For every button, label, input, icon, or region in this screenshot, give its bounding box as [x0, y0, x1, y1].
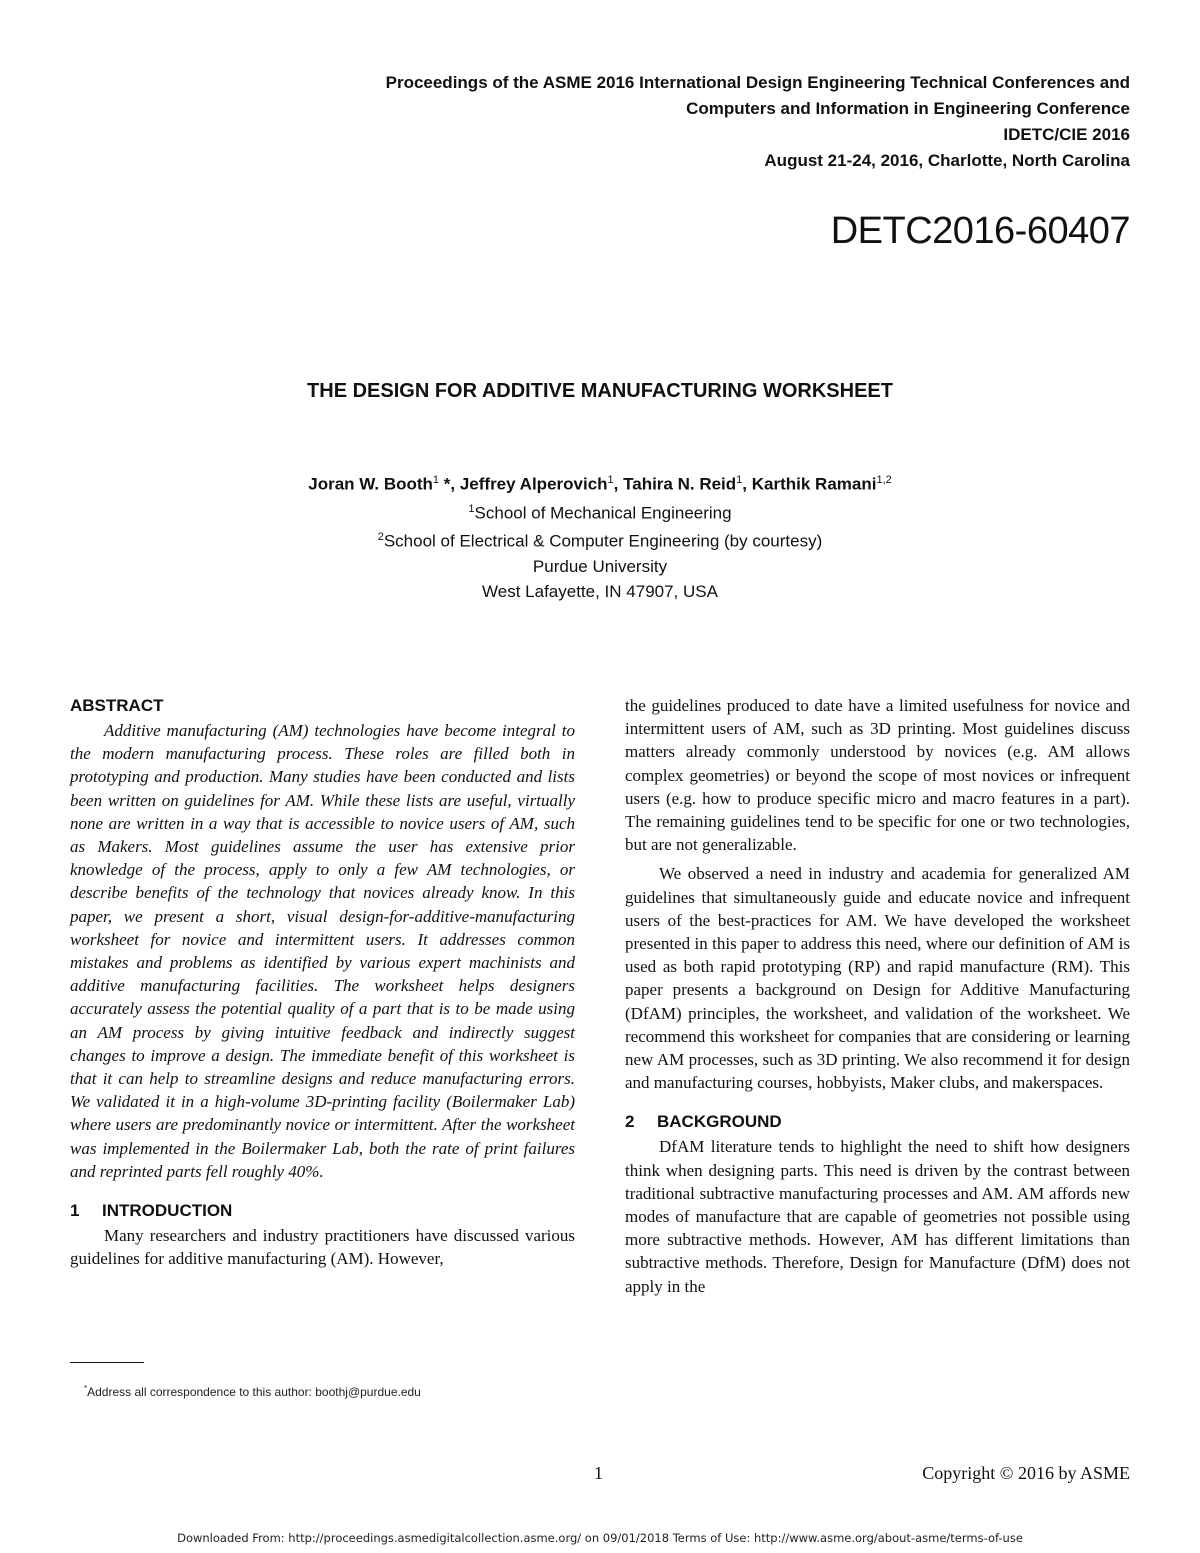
footnote-text: Address all correspondence to this author: boothj@purdue.edu [87, 1385, 421, 1399]
affiliation-1-text: School of Mechanical Engineering [474, 503, 732, 523]
affiliation-address: West Lafayette, IN 47907, USA [482, 581, 718, 601]
affiliation-2-text: School of Electrical & Computer Engineering (by courtesy) [383, 531, 823, 551]
background-number: 2 [625, 1112, 635, 1132]
affiliation-university: Purdue University [532, 556, 668, 576]
author-3-sup: 1 [736, 474, 743, 486]
background-title: BACKGROUND [657, 1112, 782, 1132]
background-paragraph-1: DfAM literature tends to highlight the need to shift how designers think when designing parts. This need is driven by the contrast between traditional subtractive manufacturing processes and AM. AM affords new modes of manufacture that are capable of geometries not possible using more subtractive methods. However, AM has different limitations than subtractive methods. Therefore, Design for Manufacture (DfM) does not apply in the [625, 1137, 1130, 1296]
proceedings-header [130, 70, 1130, 174]
proceedings-line-1: Proceedings of the ASME 2016 International Design Engineering Technical Conferences and [385, 73, 1130, 92]
intro-paragraph-1: Many researchers and industry practitioners have discussed various guidelines for additive manufacturing (AM). However, [70, 1226, 575, 1269]
footnote [84, 1384, 421, 1399]
author-3: , Tahira N. Reid [613, 474, 737, 494]
author-1-sup: 1 [432, 474, 440, 486]
author-block [0, 468, 1200, 604]
affiliation-1-sup: 1 [468, 502, 475, 515]
download-notice: Downloaded From: http://proceedings.asmedigitalcollection.asme.org/ on 09/01/2018 Terms of Use: http://www.asme.org/about-asme/terms-of-use [177, 1531, 1023, 1545]
affiliation-1 [0, 497, 1200, 526]
author-names [0, 468, 1200, 497]
paper-title: THE DESIGN FOR ADDITIVE MANUFACTURING WORKSHEET [307, 380, 893, 402]
paper-id: DETC2016-60407 [830, 210, 1130, 252]
author-4-sup: 1,2 [876, 474, 892, 486]
page-number: 1 [594, 1463, 603, 1483]
intro-number: 1 [70, 1201, 80, 1221]
intro-paragraph-2: We observed a need in industry and academia for generalized AM guidelines that simultaneously guide and educate novice and infrequent users of the best-practices for AM. We have developed the worksheet presented in this paper to address this need, where our definition of AM is used as both rapid prototyping (RP) and rapid manufacture (RM). This paper presents a background on Design for Additive Manufacturing (DfAM) principles, the worksheet, and validation of the worksheet. We recommend this worksheet for companies that are considering or learning new AM processes, such as 3D printing. We also recommend it for design and manufacturing courses, hobbyists, Maker clubs, and makerspaces. [625, 864, 1130, 1093]
abstract-body: Additive manufacturing (AM) technologies have become integral to the modern manufacturing process. These roles are filled both in prototyping and production. Many studies have been conducted and lists been written on guidelines for AM. While these lists are useful, virtually none are written in a way that is accessible to novice users of AM, such as Makers. Most guidelines assume the user has extensive prior knowledge of the process, apply to only a few AM technologies, or describe benefits of the technology that novices already know. In this paper, we present a short, visual design-for-additive-manufacturing worksheet for novice and intermittent users. It addresses common mistakes and problems as identified by various expert machinists and additive manufacturing facilities. The worksheet helps designers accurately assess the potential quality of a part that is to be made using an AM process by giving intuitive feedback and indirectly suggest changes to improve a design. The immediate benefit of this worksheet is that it can help to streamline designs and reduce manufacturing errors. We validated it in a high-volume 3D-printing facility (Boilermaker Lab) where users are predominantly novice or intermittent. After the worksheet was implemented in the Boilermaker Lab, both the rate of print failures and reprinted parts fell roughly 40%. [70, 721, 575, 1181]
footnote-rule [70, 1362, 144, 1363]
background-heading [625, 1110, 1130, 1133]
intro-title: INTRODUCTION [102, 1201, 233, 1221]
author-2-sup: 1 [607, 474, 614, 486]
intro-paragraph-1-continued: the guidelines produced to date have a limited usefulness for novice and intermittent users of AM, such as 3D printing. Most guidelines discuss matters already commonly understood by novices (e.g. AM allows complex geometries) or beyond the scope of most novices or infrequent users (e.g. how to produce specific micro and macro features in a part). The remaining guidelines tend to be specific for one or two technologies, but are not generalizable. [625, 696, 1130, 855]
abstract-heading: ABSTRACT [70, 696, 164, 715]
proceedings-line-3: IDETC/CIE 2016 [1003, 125, 1130, 144]
author-4: , Karthik Ramani [742, 474, 877, 494]
author-1-mark: * [439, 474, 451, 494]
footnote-mark: * [84, 1384, 88, 1393]
proceedings-line-2: Computers and Information in Engineering Conference [686, 99, 1130, 118]
affiliation-2 [0, 525, 1200, 554]
author-2: , Jeffrey Alperovich [450, 474, 608, 494]
left-column [70, 694, 575, 1270]
proceedings-line-4: August 21-24, 2016, Charlotte, North Carolina [764, 151, 1130, 170]
copyright-notice: Copyright © 2016 by ASME [922, 1463, 1130, 1483]
intro-heading [70, 1199, 575, 1222]
affiliation-2-sup: 2 [377, 531, 384, 544]
right-column [625, 694, 1130, 1298]
author-1: Joran W. Booth [308, 474, 433, 494]
